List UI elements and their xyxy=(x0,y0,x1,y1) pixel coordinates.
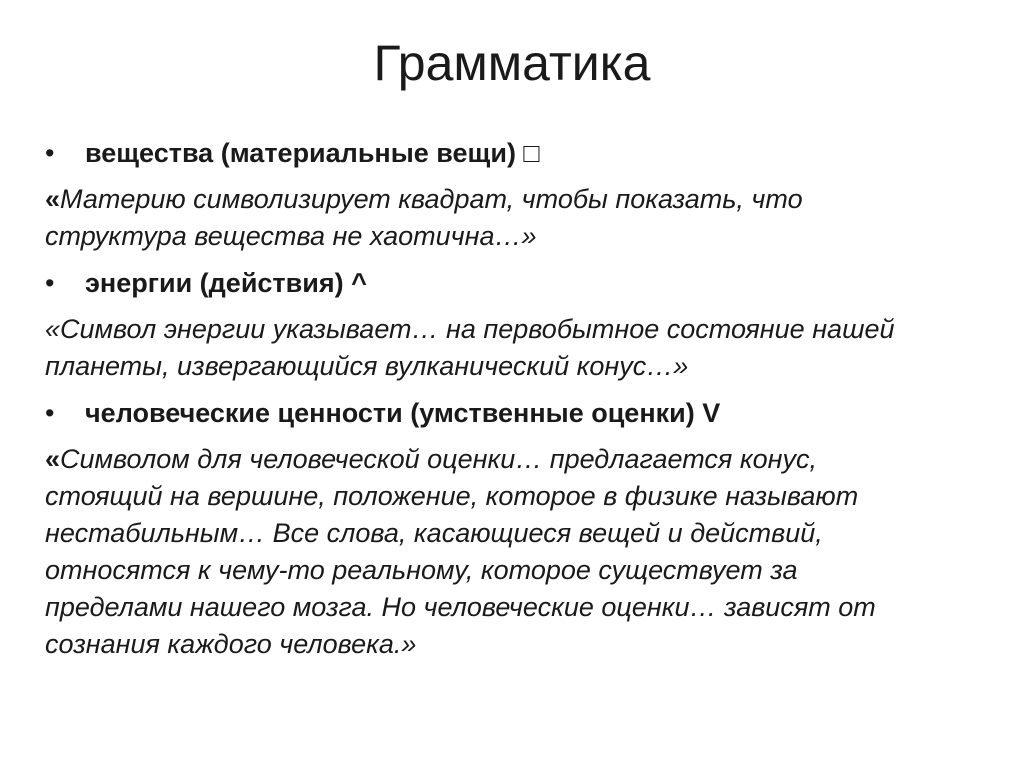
quote-line: сознания каждого человека.» xyxy=(45,629,417,659)
quote-line-text: Символ энергии указывает… на первобытное состояние нашей xyxy=(60,314,895,344)
bullet-heading: вещества (материальные вещи) □ xyxy=(85,138,540,168)
slide-content xyxy=(45,134,995,663)
quote-open-mark: « xyxy=(45,184,61,214)
bullet-dot: • xyxy=(45,138,55,168)
quote-line xyxy=(45,441,995,478)
quote-line: нестабильным… Все слова, касающиеся вещей и действий, xyxy=(45,518,823,548)
quote-line-text: Символом для человеческой оценки… предлагается конус, xyxy=(60,444,817,474)
bullet-item-energies xyxy=(45,264,995,302)
quote-line: стоящий на вершине, положение, которое в физике называют xyxy=(45,481,859,511)
slide-title: Грамматика xyxy=(373,35,651,91)
quote-energies xyxy=(45,311,995,385)
bullet-item-human-values xyxy=(45,394,995,432)
bullet-dot: • xyxy=(45,268,55,298)
quote-line xyxy=(45,311,995,348)
bullet-dot: • xyxy=(45,398,55,428)
quote-human-values xyxy=(45,441,995,663)
quote-line: структура вещества не хаотична…» xyxy=(45,221,537,251)
quote-line: планеты, извергающийся вулканический конус…» xyxy=(45,351,689,381)
quote-line: относятся к чему-то реальному, которое существует за xyxy=(45,555,798,585)
bullet-heading: человеческие ценности (умственные оценки) V xyxy=(85,398,721,428)
quote-line xyxy=(45,181,995,218)
quote-line: пределами нашего мозга. Но человеческие оценки… зависят от xyxy=(45,592,876,622)
bullet-heading: энергии (действия) ^ xyxy=(85,268,367,298)
quote-line-text: Материю символизирует квадрат, чтобы показать, что xyxy=(60,184,803,214)
bullet-item-substances xyxy=(45,134,995,172)
quote-open-mark: « xyxy=(45,314,61,344)
quote-substances xyxy=(45,181,995,255)
quote-open-mark: « xyxy=(45,444,61,474)
